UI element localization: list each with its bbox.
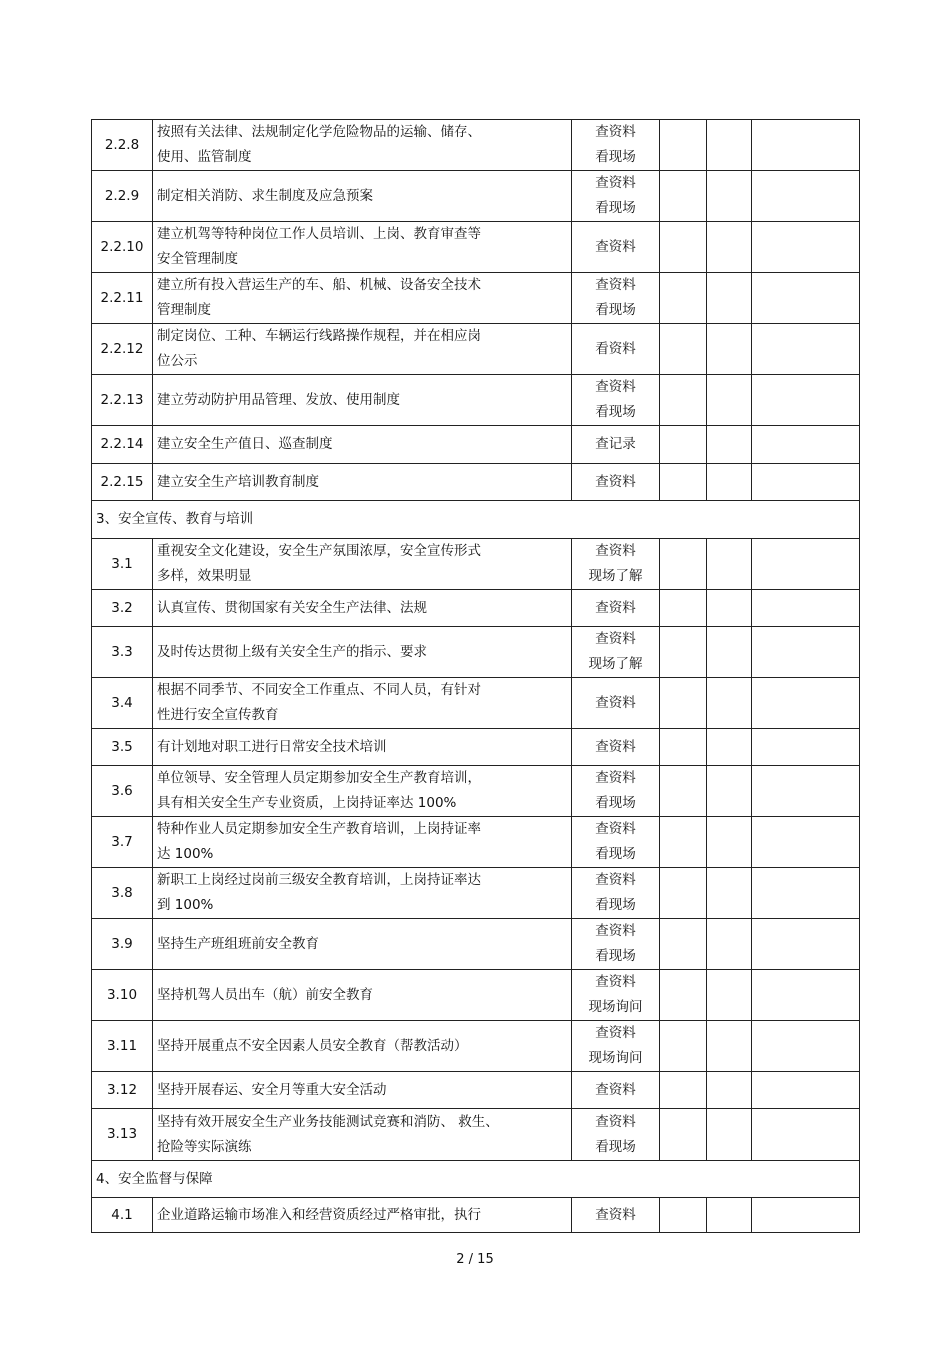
score-cell-b bbox=[707, 1109, 752, 1161]
method-line: 看现场 bbox=[595, 302, 636, 318]
requirement-line: 坚持开展春运、安全月等重大安全活动 bbox=[157, 1081, 387, 1098]
table-row bbox=[92, 171, 860, 222]
method-line: 看现场 bbox=[595, 948, 636, 964]
requirement-line: 具有相关安全生产专业资质，上岗持证率达 100% bbox=[157, 795, 457, 811]
score-cell-b bbox=[707, 324, 752, 375]
inspection-method bbox=[572, 222, 660, 273]
requirement-line: 坚持有效开展安全生产业务技能测试竞赛和消防、 救生、 bbox=[157, 1113, 499, 1130]
score-cell-a bbox=[660, 1021, 707, 1072]
item-number: 3.9 bbox=[92, 919, 153, 970]
method-line: 现场了解 bbox=[588, 568, 643, 584]
requirement-line: 安全管理制度 bbox=[157, 251, 238, 267]
remarks-cell bbox=[752, 222, 860, 273]
score-cell-b bbox=[707, 426, 752, 464]
score-cell-a bbox=[660, 273, 707, 324]
score-cell-b bbox=[707, 171, 752, 222]
item-requirement bbox=[153, 222, 572, 273]
table-row bbox=[92, 1109, 860, 1161]
table-row bbox=[92, 868, 860, 919]
inspection-method bbox=[572, 426, 660, 464]
item-number: 4.1 bbox=[92, 1198, 153, 1233]
remarks-cell bbox=[752, 627, 860, 678]
item-requirement bbox=[153, 1198, 572, 1233]
score-cell-b bbox=[707, 590, 752, 627]
item-number: 3.3 bbox=[92, 627, 153, 678]
method-line: 查资料 bbox=[595, 923, 636, 939]
remarks-cell bbox=[752, 464, 860, 501]
table-row bbox=[92, 766, 860, 817]
table-row bbox=[92, 919, 860, 970]
requirement-line: 性进行安全宣传教育 bbox=[157, 707, 279, 723]
remarks-cell bbox=[752, 590, 860, 627]
method-line: 看现场 bbox=[595, 1138, 636, 1155]
method-line: 查资料 bbox=[595, 379, 636, 395]
item-number: 3.4 bbox=[92, 678, 153, 729]
method-line: 查资料 bbox=[595, 1081, 636, 1098]
method-line: 查资料 bbox=[595, 1025, 636, 1041]
inspection-method bbox=[572, 627, 660, 678]
score-cell-b bbox=[707, 678, 752, 729]
item-number: 2.2.14 bbox=[92, 426, 153, 464]
remarks-cell bbox=[752, 729, 860, 766]
remarks-cell bbox=[752, 817, 860, 868]
item-number: 3.6 bbox=[92, 766, 153, 817]
requirement-line: 多样，效果明显 bbox=[157, 568, 252, 584]
method-line: 查资料 bbox=[595, 1206, 636, 1223]
item-number: 2.2.12 bbox=[92, 324, 153, 375]
inspection-method bbox=[572, 817, 660, 868]
requirement-line: 按照有关法律、法规制定化学危险物品的运输、储存、 bbox=[157, 124, 481, 140]
item-requirement bbox=[153, 1021, 572, 1072]
item-requirement bbox=[153, 627, 572, 678]
score-cell-b bbox=[707, 1198, 752, 1233]
remarks-cell bbox=[752, 1198, 860, 1233]
score-cell-a bbox=[660, 464, 707, 501]
table-row bbox=[92, 590, 860, 627]
item-requirement bbox=[153, 120, 572, 171]
section-row bbox=[92, 1161, 860, 1198]
inspection-method bbox=[572, 729, 660, 766]
item-number: 2.2.9 bbox=[92, 171, 153, 222]
item-requirement bbox=[153, 426, 572, 464]
score-cell-a bbox=[660, 1109, 707, 1161]
table-row bbox=[92, 539, 860, 590]
remarks-cell bbox=[752, 426, 860, 464]
remarks-cell bbox=[752, 120, 860, 171]
inspection-method bbox=[572, 375, 660, 426]
table-row bbox=[92, 627, 860, 678]
remarks-cell bbox=[752, 766, 860, 817]
item-number: 3.1 bbox=[92, 539, 153, 590]
remarks-cell bbox=[752, 1021, 860, 1072]
checklist-body bbox=[92, 120, 860, 1233]
method-line: 看现场 bbox=[595, 846, 636, 862]
requirement-line: 新职工上岗经过岗前三级安全教育培训，上岗持证率达 bbox=[157, 872, 481, 888]
item-requirement bbox=[153, 766, 572, 817]
method-line: 查资料 bbox=[595, 738, 636, 755]
inspection-method bbox=[572, 464, 660, 501]
inspection-method bbox=[572, 171, 660, 222]
item-requirement bbox=[153, 171, 572, 222]
item-requirement bbox=[153, 464, 572, 501]
score-cell-a bbox=[660, 1072, 707, 1109]
score-cell-a bbox=[660, 375, 707, 426]
requirement-line: 企业道路运输市场准入和经营资质经过严格审批，执行 bbox=[157, 1206, 481, 1223]
item-requirement bbox=[153, 729, 572, 766]
score-cell-a bbox=[660, 324, 707, 375]
inspection-method bbox=[572, 970, 660, 1021]
method-line: 查资料 bbox=[595, 872, 636, 888]
method-line: 查资料 bbox=[595, 694, 636, 711]
table-row bbox=[92, 729, 860, 766]
score-cell-a bbox=[660, 120, 707, 171]
score-cell-a bbox=[660, 868, 707, 919]
method-line: 查资料 bbox=[595, 238, 636, 255]
item-number: 2.2.8 bbox=[92, 120, 153, 171]
score-cell-a bbox=[660, 590, 707, 627]
requirement-line: 建立劳动防护用品管理、发放、使用制度 bbox=[157, 391, 400, 408]
table-row bbox=[92, 464, 860, 501]
method-line: 查资料 bbox=[595, 543, 636, 559]
score-cell-a bbox=[660, 426, 707, 464]
section-row bbox=[92, 501, 860, 539]
remarks-cell bbox=[752, 919, 860, 970]
score-cell-a bbox=[660, 171, 707, 222]
requirement-line: 根据不同季节、不同安全工作重点、不同人员，有针对 bbox=[157, 682, 481, 698]
item-requirement bbox=[153, 539, 572, 590]
item-number: 3.7 bbox=[92, 817, 153, 868]
item-number: 3.5 bbox=[92, 729, 153, 766]
method-line: 看现场 bbox=[595, 795, 636, 811]
method-line: 查资料 bbox=[595, 770, 636, 786]
score-cell-b bbox=[707, 970, 752, 1021]
item-number: 3.13 bbox=[92, 1109, 153, 1161]
method-line: 查资料 bbox=[595, 175, 636, 191]
requirement-line: 建立机驾等特种岗位工作人员培训、上岗、教育审查等 bbox=[157, 226, 481, 242]
table-row bbox=[92, 375, 860, 426]
score-cell-b bbox=[707, 627, 752, 678]
score-cell-a bbox=[660, 1198, 707, 1233]
item-number: 3.12 bbox=[92, 1072, 153, 1109]
table-row bbox=[92, 1198, 860, 1233]
inspection-method bbox=[572, 324, 660, 375]
section-heading: 4、安全监督与保障 bbox=[92, 1161, 860, 1198]
method-line: 看资料 bbox=[595, 340, 636, 357]
table-row bbox=[92, 817, 860, 868]
checklist-table bbox=[91, 119, 860, 1233]
score-cell-a bbox=[660, 817, 707, 868]
score-cell-a bbox=[660, 539, 707, 590]
requirement-line: 特种作业人员定期参加安全生产教育培训，上岗持证率 bbox=[157, 821, 481, 837]
requirement-line: 重视安全文化建设，安全生产氛围浓厚，安全宣传形式 bbox=[157, 543, 481, 559]
method-line: 看现场 bbox=[595, 149, 636, 165]
method-line: 现场询问 bbox=[588, 999, 643, 1015]
score-cell-b bbox=[707, 817, 752, 868]
remarks-cell bbox=[752, 171, 860, 222]
item-requirement bbox=[153, 590, 572, 627]
requirement-line: 坚持生产班组班前安全教育 bbox=[157, 935, 319, 952]
remarks-cell bbox=[752, 273, 860, 324]
inspection-method bbox=[572, 1198, 660, 1233]
requirement-line: 建立安全生产培训教育制度 bbox=[157, 473, 319, 490]
item-requirement bbox=[153, 678, 572, 729]
inspection-method bbox=[572, 120, 660, 171]
score-cell-a bbox=[660, 729, 707, 766]
item-requirement bbox=[153, 273, 572, 324]
item-requirement bbox=[153, 1109, 572, 1161]
inspection-method bbox=[572, 766, 660, 817]
requirement-line: 建立所有投入营运生产的车、船、机械、设备安全技术 bbox=[157, 277, 481, 293]
method-line: 查资料 bbox=[595, 277, 636, 293]
item-requirement bbox=[153, 919, 572, 970]
method-line: 看现场 bbox=[595, 897, 636, 913]
score-cell-b bbox=[707, 222, 752, 273]
score-cell-b bbox=[707, 766, 752, 817]
requirement-line: 位公示 bbox=[157, 353, 198, 369]
item-requirement bbox=[153, 375, 572, 426]
item-requirement bbox=[153, 1072, 572, 1109]
table-row bbox=[92, 970, 860, 1021]
score-cell-a bbox=[660, 222, 707, 273]
inspection-method bbox=[572, 868, 660, 919]
item-requirement bbox=[153, 324, 572, 375]
method-line: 查资料 bbox=[595, 974, 636, 990]
method-line: 查资料 bbox=[595, 1113, 636, 1130]
requirement-line: 管理制度 bbox=[157, 302, 211, 318]
requirement-line: 抢险等实际演练 bbox=[157, 1138, 252, 1155]
inspection-method bbox=[572, 1109, 660, 1161]
item-number: 2.2.10 bbox=[92, 222, 153, 273]
score-cell-a bbox=[660, 627, 707, 678]
score-cell-a bbox=[660, 970, 707, 1021]
requirement-line: 有计划地对职工进行日常安全技术培训 bbox=[157, 738, 387, 755]
method-line: 查资料 bbox=[595, 473, 636, 490]
score-cell-b bbox=[707, 539, 752, 590]
score-cell-a bbox=[660, 919, 707, 970]
requirement-line: 坚持开展重点不安全因素人员安全教育（帮教活动） bbox=[157, 1037, 468, 1054]
method-line: 查记录 bbox=[595, 436, 636, 452]
item-number: 3.10 bbox=[92, 970, 153, 1021]
requirement-line: 达 100% bbox=[157, 846, 214, 862]
item-number: 2.2.13 bbox=[92, 375, 153, 426]
method-line: 现场询问 bbox=[588, 1050, 643, 1066]
table-row bbox=[92, 222, 860, 273]
remarks-cell bbox=[752, 970, 860, 1021]
remarks-cell bbox=[752, 324, 860, 375]
item-number: 2.2.15 bbox=[92, 464, 153, 501]
inspection-method bbox=[572, 919, 660, 970]
inspection-method bbox=[572, 1021, 660, 1072]
requirement-line: 及时传达贯彻上级有关安全生产的指示、要求 bbox=[157, 643, 427, 660]
requirement-line: 制定相关消防、求生制度及应急预案 bbox=[157, 187, 373, 204]
inspection-method bbox=[572, 678, 660, 729]
item-number: 3.11 bbox=[92, 1021, 153, 1072]
item-number: 3.8 bbox=[92, 868, 153, 919]
inspection-method bbox=[572, 1072, 660, 1109]
score-cell-b bbox=[707, 1072, 752, 1109]
requirement-line: 到 100% bbox=[157, 897, 214, 913]
remarks-cell bbox=[752, 868, 860, 919]
score-cell-a bbox=[660, 766, 707, 817]
score-cell-b bbox=[707, 868, 752, 919]
table-row bbox=[92, 324, 860, 375]
item-number: 2.2.11 bbox=[92, 273, 153, 324]
score-cell-b bbox=[707, 273, 752, 324]
remarks-cell bbox=[752, 1109, 860, 1161]
method-line: 查资料 bbox=[595, 821, 636, 837]
requirement-line: 单位领导、安全管理人员定期参加安全生产教育培训， bbox=[157, 770, 481, 786]
remarks-cell bbox=[752, 678, 860, 729]
method-line: 看现场 bbox=[595, 404, 636, 420]
table-row bbox=[92, 678, 860, 729]
inspection-method bbox=[572, 273, 660, 324]
inspection-method bbox=[572, 539, 660, 590]
item-number: 3.2 bbox=[92, 590, 153, 627]
section-heading: 3、安全宣传、教育与培训 bbox=[92, 501, 860, 539]
method-line: 查资料 bbox=[595, 599, 636, 616]
score-cell-b bbox=[707, 729, 752, 766]
requirement-line: 制定岗位、工种、车辆运行线路操作规程，并在相应岗 bbox=[157, 328, 481, 344]
method-line: 查资料 bbox=[595, 124, 636, 140]
requirement-line: 使用、监管制度 bbox=[157, 149, 252, 165]
method-line: 查资料 bbox=[595, 631, 636, 647]
remarks-cell bbox=[752, 1072, 860, 1109]
score-cell-b bbox=[707, 1021, 752, 1072]
table-row bbox=[92, 120, 860, 171]
score-cell-b bbox=[707, 375, 752, 426]
score-cell-b bbox=[707, 464, 752, 501]
table-row bbox=[92, 426, 860, 464]
requirement-line: 建立安全生产值日、巡查制度 bbox=[157, 436, 333, 452]
item-requirement bbox=[153, 817, 572, 868]
page-number: 2 / 15 bbox=[456, 1252, 494, 1267]
method-line: 现场了解 bbox=[588, 656, 643, 672]
method-line: 看现场 bbox=[595, 200, 636, 216]
inspection-method bbox=[572, 590, 660, 627]
item-requirement bbox=[153, 868, 572, 919]
score-cell-b bbox=[707, 120, 752, 171]
requirement-line: 认真宣传、贯彻国家有关安全生产法律、法规 bbox=[157, 599, 427, 616]
table-row bbox=[92, 1072, 860, 1109]
requirement-line: 坚持机驾人员出车（航）前安全教育 bbox=[157, 986, 373, 1003]
remarks-cell bbox=[752, 539, 860, 590]
score-cell-a bbox=[660, 678, 707, 729]
table-row bbox=[92, 273, 860, 324]
table-row bbox=[92, 1021, 860, 1072]
score-cell-b bbox=[707, 919, 752, 970]
remarks-cell bbox=[752, 375, 860, 426]
item-requirement bbox=[153, 970, 572, 1021]
